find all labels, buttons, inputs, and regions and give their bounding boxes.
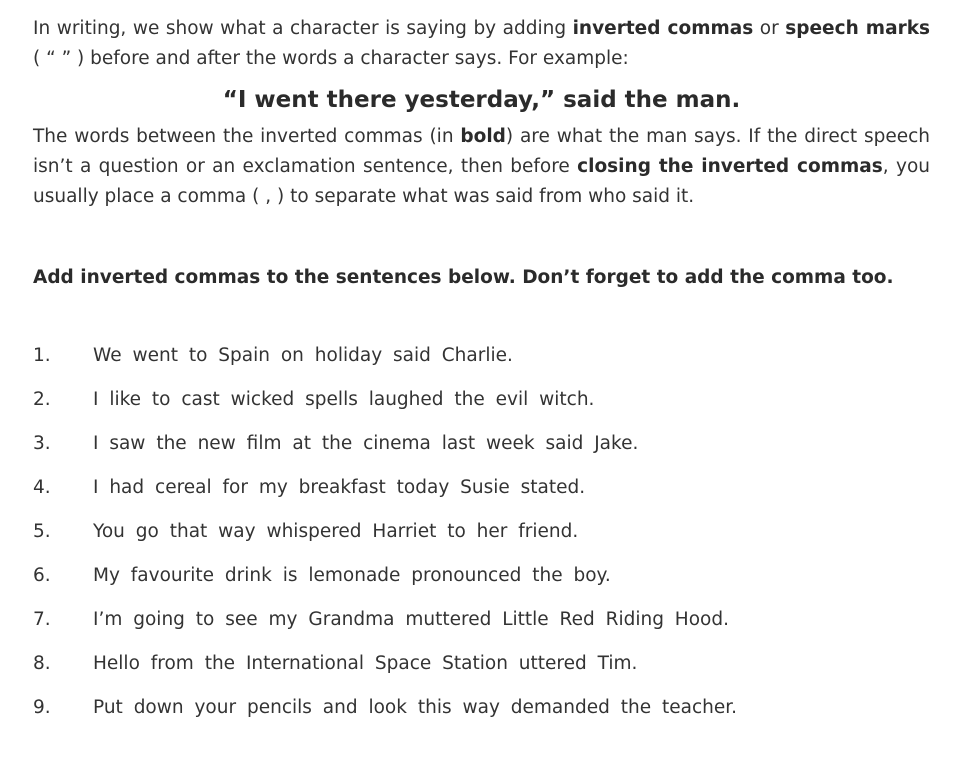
list-item (33, 429, 930, 473)
item-number: 9. (33, 697, 51, 718)
intro-bold-speech-marks: speech marks (785, 18, 931, 39)
item-sentence: Put down your pencils and look this way demanded the teacher. (93, 697, 738, 718)
intro-text-2: or (753, 18, 786, 39)
list-item (33, 605, 930, 649)
sentence-list (33, 341, 930, 737)
item-sentence: I’m going to see my Grandma muttered Little Red Riding Hood. (93, 609, 729, 630)
example-sentence: “I went there yesterday,” said the man. (222, 87, 741, 113)
intro-text-3: ( “ ” ) before and after the words a character says. For example: (33, 48, 629, 69)
explanation-text-1: The words between the inverted commas (in (33, 126, 461, 147)
explanation-bold-word: bold (460, 126, 506, 147)
item-sentence: I had cereal for my breakfast today Susie stated. (93, 477, 586, 498)
explanation-text-3: , you usually place a comma ( , ) to separate what was said from who said it. (33, 156, 930, 207)
list-item (33, 473, 930, 517)
explanation-bold-closing: closing the inverted commas (577, 156, 883, 177)
item-sentence: I saw the new film at the cinema last week said Jake. (93, 433, 639, 454)
intro-bold-inverted-commas: inverted commas (572, 18, 754, 39)
item-number: 3. (33, 433, 51, 454)
intro-paragraph (33, 14, 930, 74)
item-number: 2. (33, 389, 51, 410)
task-instruction: Add inverted commas to the sentences below. Don’t forget to add the comma too. (33, 267, 894, 288)
item-number: 7. (33, 609, 51, 630)
item-number: 5. (33, 521, 51, 542)
explanation-paragraph (33, 122, 930, 212)
item-number: 6. (33, 565, 51, 586)
list-item (33, 341, 930, 385)
item-sentence: Hello from the International Space Station uttered Tim. (93, 653, 638, 674)
list-item (33, 649, 930, 693)
item-sentence: We went to Spain on holiday said Charlie. (93, 345, 513, 366)
item-sentence: My favourite drink is lemonade pronounced the boy. (93, 565, 611, 586)
item-sentence: I like to cast wicked spells laughed the evil witch. (93, 389, 595, 410)
item-sentence: You go that way whispered Harriet to her friend. (93, 521, 579, 542)
list-item (33, 561, 930, 605)
item-number: 1. (33, 345, 51, 366)
intro-text-1: In writing, we show what a character is saying by adding (33, 18, 573, 39)
item-number: 8. (33, 653, 51, 674)
list-item (33, 693, 930, 737)
list-item (33, 517, 930, 561)
list-item (33, 385, 930, 429)
item-number: 4. (33, 477, 51, 498)
explanation-text-2: ) are what the man says. If the direct speech isn’t a question or an exclamation sentence, then before (33, 126, 931, 177)
